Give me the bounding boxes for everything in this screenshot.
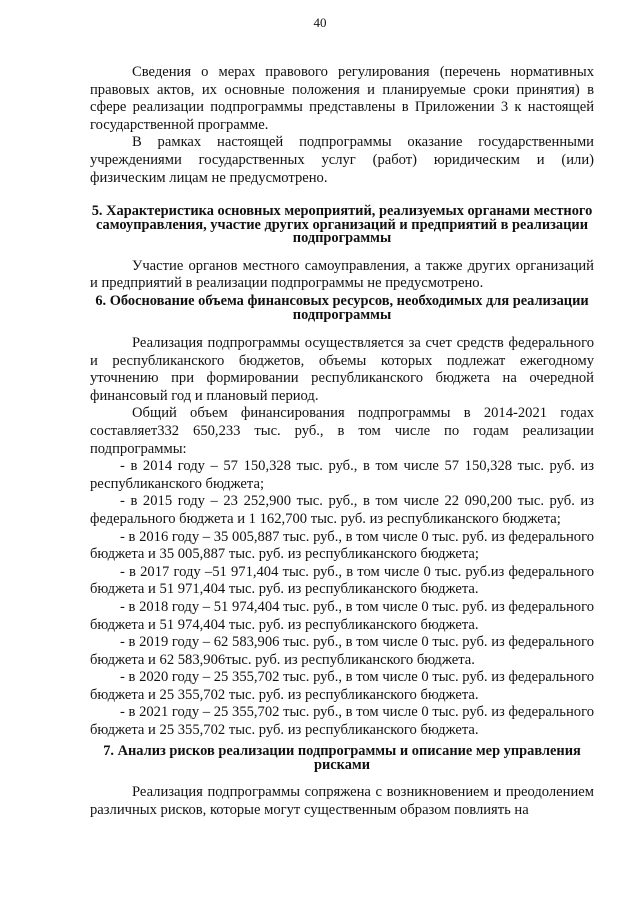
funding-by-year-list <box>90 458 594 740</box>
section-7-text: Реализация подпрограммы сопряжена с возникновением и преодолением различных рисков, которые могут существенным образом повлиять на <box>90 784 594 818</box>
section-5 <box>90 205 594 293</box>
funding-year-item: - в 2019 году – 62 583,906 тыс. руб., в том числе 0 тыс. руб. из федерального бюджета и 62 583,906тыс. руб. из республиканского бюджета. <box>90 634 594 668</box>
funding-year-item: - в 2021 году – 25 355,702 тыс. руб., в том числе 0 тыс. руб. из федерального бюджета и 25 355,702 тыс. руб. из республиканского бюджета. <box>90 704 594 739</box>
section-6-text-2: Общий объем финансирования подпрограммы в 2014-2021 годах составляет332 650,233 тыс. руб., в том числе по годам реализации подпрограммы: <box>90 405 594 457</box>
funding-year-item: - в 2020 году – 25 355,702 тыс. руб., в том числе 0 тыс. руб. из федерального бюджета и 25 355,702 тыс. руб. из республиканского бюджета. <box>90 669 594 703</box>
funding-year-item: - в 2015 году – 23 252,900 тыс. руб., в том числе 22 090,200 тыс. руб. из федерального бюджета и 1 162,700 тыс. руб. из республиканского бюджета; <box>90 493 594 527</box>
paragraph-legal-regulation: Сведения о мерах правового регулирования (перечень нормативных правовых актов, их основные положения и планируемые сроки принятия) в сфере реализации подпрограммы представлены в Приложении 3 к настоящей государственной программе. <box>90 64 594 133</box>
section-6 <box>90 295 594 740</box>
funding-year-item: - в 2014 году – 57 150,328 тыс. руб., в том числе 57 150,328 тыс. руб. из республиканского бюджета; <box>90 458 594 492</box>
section-5-text: Участие органов местного самоуправления, а также других организаций и предприятий в реализации подпрограммы не предусмотрено. <box>90 257 594 292</box>
intro-paragraphs <box>90 64 594 187</box>
funding-year-item: - в 2018 году – 51 974,404 тыс. руб., в том числе 0 тыс. руб. из федерального бюджета и 51 974,404 тыс. руб. из республиканского бюджета. <box>90 598 594 633</box>
section-6-text-1: Реализация подпрограммы осуществляется за счет средств федерального и республиканского бюджетов, объемы которых подлежат ежегодному уточнению при формировании республиканского бюджета на очередной финансовый год и плановый период. <box>90 335 594 404</box>
section-7 <box>90 745 594 819</box>
section-7-heading: 7. Анализ рисков реализации подпрограммы и описание мер управления рисками <box>103 743 581 773</box>
paragraph-public-services: В рамках настоящей подпрограммы оказание государственными учреждениями государственных услуг (работ) юридическим и (или) физическим лицам не предусмотрено. <box>90 134 594 186</box>
section-5-heading: 5. Характеристика основных мероприятий, реализуемых органами местного самоуправления, участие других организаций и предприятий в реализации подпрограммы <box>91 203 593 246</box>
funding-year-item: - в 2016 году – 35 005,887 тыс. руб., в том числе 0 тыс. руб. из федерального бюджета и 35 005,887 тыс. руб. из республиканского бюджета; <box>90 528 594 563</box>
section-6-heading: 6. Обоснование объема финансовых ресурсов, необходимых для реализации подпрограммы <box>95 293 589 323</box>
page-number: 40 <box>313 15 327 30</box>
funding-year-item: - в 2017 году –51 971,404 тыс. руб., в том числе 0 тыс. руб.из федерального бюджета и 51 971,404 тыс. руб. из республиканского бюджета. <box>90 563 594 598</box>
